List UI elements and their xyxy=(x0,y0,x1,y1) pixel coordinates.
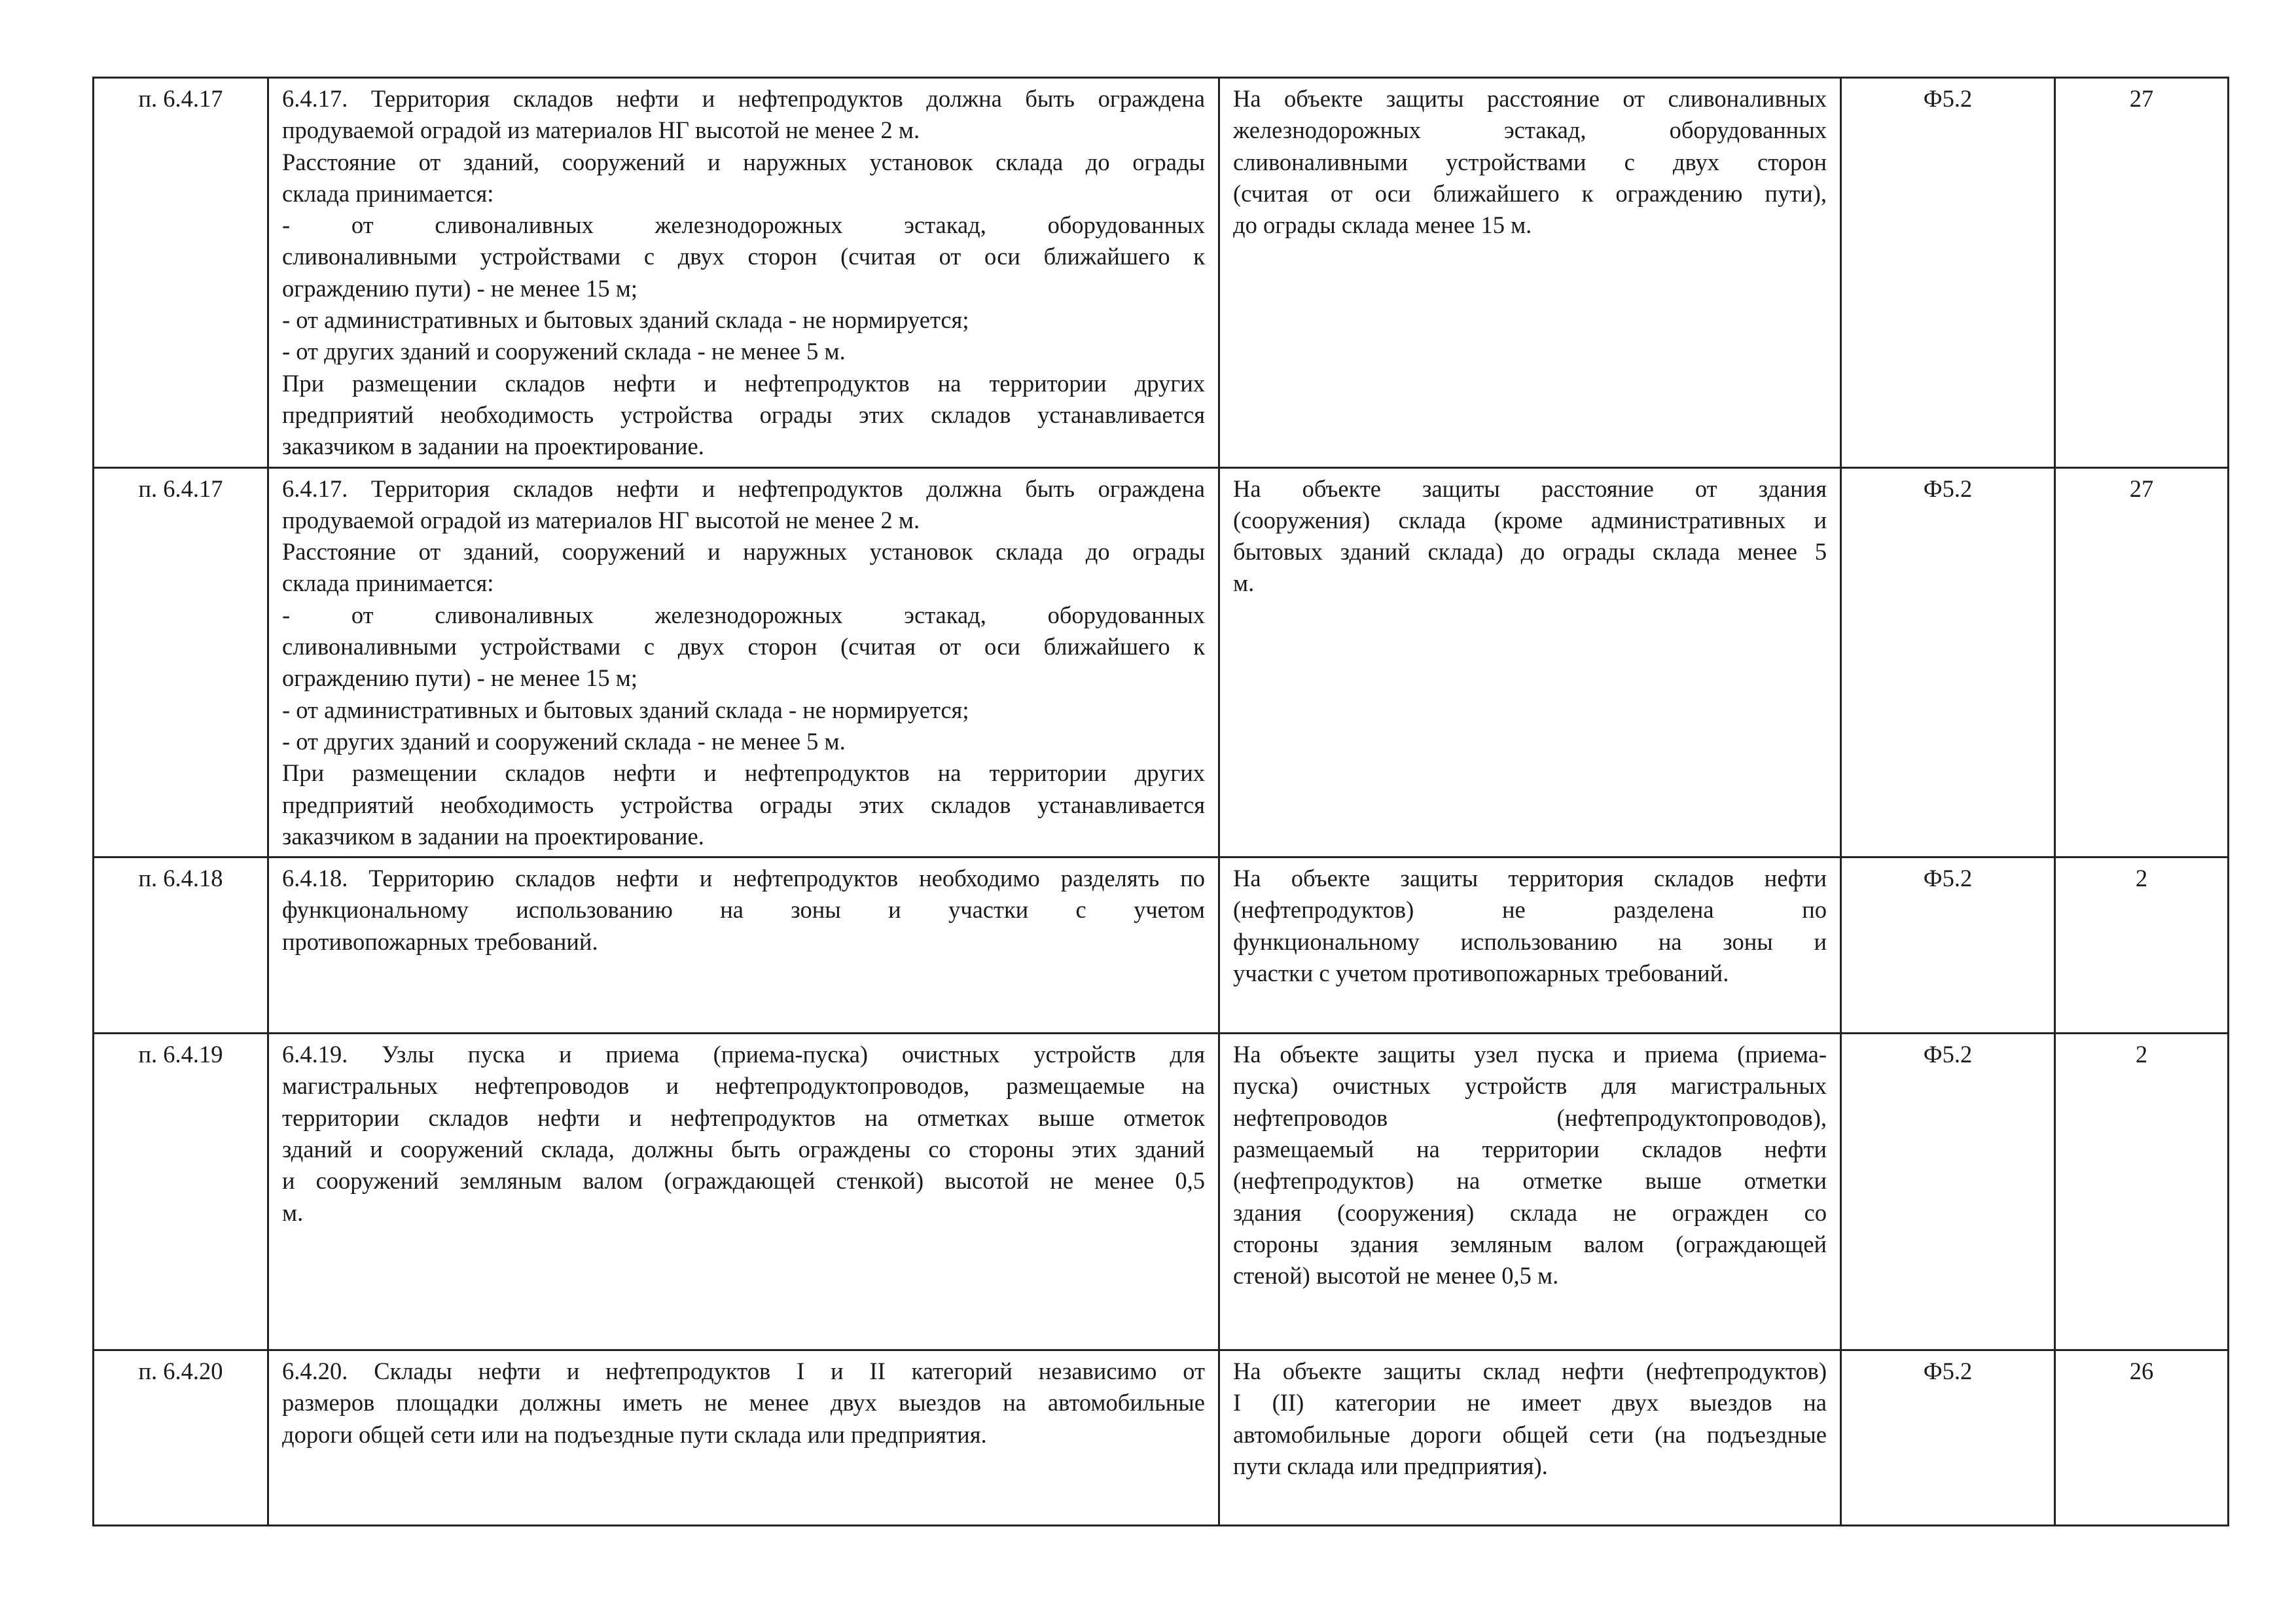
number-cell: 27 xyxy=(2055,78,2229,468)
text-line: 6.4.20. Склады нефти и нефтепродуктов I и II категорий независимо от xyxy=(282,1358,1205,1385)
clause-cell: п. 6.4.18 xyxy=(94,857,268,1034)
text-line: и сооружений земляным валом (ограждающей стенкой) высотой не менее 0,5 xyxy=(282,1167,1205,1195)
classification-cell: Ф5.2 xyxy=(1841,467,2055,857)
requirement-cell xyxy=(268,857,1219,1034)
text-line: дороги общей сети или на подъездные пути склада или предприятия. xyxy=(282,1420,987,1448)
text-line: - от других зданий и сооружений склада - не менее 5 м. xyxy=(282,727,846,755)
text-line: 6.4.19. Узлы пуска и приема (приема-пуска) очистных устройств для xyxy=(282,1041,1205,1068)
text-line: зданий и сооружений склада, должны быть ограждены со стороны этих зданий xyxy=(282,1136,1205,1163)
classification-cell: Ф5.2 xyxy=(1841,857,2055,1034)
violation-cell xyxy=(1219,78,1841,468)
text-line: сливоналивными устройствами с двух сторон (считая от оси ближайшего к xyxy=(282,633,1205,660)
text-line: стеной) высотой не менее 0,5 м. xyxy=(1233,1262,1559,1290)
text-line: На объекте защиты узел пуска и приема (приема- xyxy=(1233,1041,1827,1068)
clause-cell: п. 6.4.17 xyxy=(94,467,268,857)
text-line: (нефтепродуктов) не разделена по xyxy=(1233,896,1827,924)
text-line: стороны здания земляным валом (ограждающей xyxy=(1233,1230,1827,1257)
text-line: предприятий необходимость устройства ограды этих складов устанавливается xyxy=(282,791,1205,818)
text-line: магистральных нефтепроводов и нефтепродуктопроводов, размещаемые на xyxy=(282,1072,1205,1100)
classification-cell: Ф5.2 xyxy=(1841,1034,2055,1350)
text-line: продуваемой оградой из материалов НГ высотой не менее 2 м. xyxy=(282,117,920,144)
requirements-table xyxy=(92,77,2229,1526)
text-line: На объекте защиты склад нефти (нефтепродуктов) xyxy=(1233,1358,1827,1385)
text-line: 6.4.17. Территория складов нефти и нефтепродуктов должна быть ограждена xyxy=(282,475,1205,502)
table-row xyxy=(94,78,2229,468)
text-line: (сооружения) склада (кроме административных и xyxy=(1233,506,1827,533)
violation-cell xyxy=(1219,467,1841,857)
text-line: 6.4.17. Территория складов нефти и нефтепродуктов должна быть ограждена xyxy=(282,85,1205,112)
text-line: размещаемый на территории складов нефти xyxy=(1233,1136,1827,1163)
text-line: Расстояние от зданий, сооружений и наружных установок склада до ограды xyxy=(282,148,1205,175)
clause-cell: п. 6.4.17 xyxy=(94,78,268,468)
text-line: пуска) очистных устройств для магистральных xyxy=(1233,1072,1827,1100)
number-cell: 2 xyxy=(2055,1034,2229,1350)
table-row xyxy=(94,467,2229,857)
text-line: - от сливоналивных железнодорожных эстакад, оборудованных xyxy=(282,601,1205,628)
violation-cell xyxy=(1219,1034,1841,1350)
text-line: предприятий необходимость устройства ограды этих складов устанавливается xyxy=(282,401,1205,428)
violation-cell xyxy=(1219,1350,1841,1526)
text-line: размеров площадки должны иметь не менее двух выездов на автомобильные xyxy=(282,1389,1205,1416)
text-line: продуваемой оградой из материалов НГ высотой не менее 2 м. xyxy=(282,506,920,533)
requirement-cell xyxy=(268,467,1219,857)
text-line: На объекте защиты расстояние от здания xyxy=(1233,475,1827,502)
number-cell: 2 xyxy=(2055,857,2229,1034)
text-line: - от других зданий и сооружений склада - не менее 5 м. xyxy=(282,338,846,365)
text-line: заказчиком в задании на проектирование. xyxy=(282,433,704,460)
requirement-cell xyxy=(268,1350,1219,1526)
text-line: участки с учетом противопожарных требований. xyxy=(1233,960,1729,987)
text-line: (считая от оси ближайшего к ограждению пути), xyxy=(1233,179,1827,207)
text-line: ограждению пути) - не менее 15 м; xyxy=(282,664,638,692)
text-line: сливоналивными устройствами с двух сторон xyxy=(1233,148,1827,175)
text-line: Расстояние от зданий, сооружений и наружных установок склада до ограды xyxy=(282,538,1205,566)
text-line: При размещении складов нефти и нефтепродуктов на территории других xyxy=(282,759,1205,787)
text-line: пути склада или предприятия). xyxy=(1233,1453,1548,1480)
text-line: м. xyxy=(282,1199,304,1226)
text-line: заказчиком в задании на проектирование. xyxy=(282,822,704,850)
table-row xyxy=(94,857,2229,1034)
text-line: до ограды склада менее 15 м. xyxy=(1233,211,1532,239)
violation-cell xyxy=(1219,857,1841,1034)
text-line: склада принимается: xyxy=(282,179,494,207)
text-line: При размещении складов нефти и нефтепродуктов на территории других xyxy=(282,369,1205,397)
text-line: I (II) категории не имеет двух выездов на xyxy=(1233,1389,1827,1416)
text-line: здания (сооружения) склада не огражден со xyxy=(1233,1199,1827,1226)
requirement-cell xyxy=(268,78,1219,468)
number-cell: 26 xyxy=(2055,1350,2229,1526)
classification-cell: Ф5.2 xyxy=(1841,78,2055,468)
text-line: м. xyxy=(1233,569,1255,597)
classification-cell: Ф5.2 xyxy=(1841,1350,2055,1526)
text-line: склада принимается: xyxy=(282,569,494,597)
number-cell: 27 xyxy=(2055,467,2229,857)
text-line: противопожарных требований. xyxy=(282,928,598,955)
text-line: - от административных и бытовых зданий склада - не нормируется; xyxy=(282,696,969,723)
text-line: функциональному использованию на зоны и участки с учетом xyxy=(282,896,1205,924)
text-line: ограждению пути) - не менее 15 м; xyxy=(282,274,638,302)
text-line: функциональному использованию на зоны и xyxy=(1233,928,1827,955)
text-line: сливоналивными устройствами с двух сторон (считая от оси ближайшего к xyxy=(282,243,1205,270)
text-line: - от сливоналивных железнодорожных эстакад, оборудованных xyxy=(282,211,1205,239)
text-line: На объекте защиты расстояние от сливоналивных xyxy=(1233,85,1827,112)
text-line: нефтепроводов (нефтепродуктопроводов), xyxy=(1233,1104,1827,1131)
text-line: территории складов нефти и нефтепродуктов на отметках выше отметок xyxy=(282,1104,1205,1131)
text-line: 6.4.18. Территорию складов нефти и нефтепродуктов необходимо разделять по xyxy=(282,865,1205,892)
text-line: (нефтепродуктов) на отметке выше отметки xyxy=(1233,1167,1827,1195)
text-line: бытовых зданий склада) до ограды склада менее 5 xyxy=(1233,538,1827,566)
text-line: автомобильные дороги общей сети (на подъездные xyxy=(1233,1420,1827,1448)
clause-cell: п. 6.4.20 xyxy=(94,1350,268,1526)
requirement-cell xyxy=(268,1034,1219,1350)
table-row xyxy=(94,1034,2229,1350)
table-row xyxy=(94,1350,2229,1526)
text-line: На объекте защиты территория складов нефти xyxy=(1233,865,1827,892)
text-line: - от административных и бытовых зданий склада - не нормируется; xyxy=(282,306,969,334)
text-line: железнодорожных эстакад, оборудованных xyxy=(1233,117,1827,144)
clause-cell: п. 6.4.19 xyxy=(94,1034,268,1350)
